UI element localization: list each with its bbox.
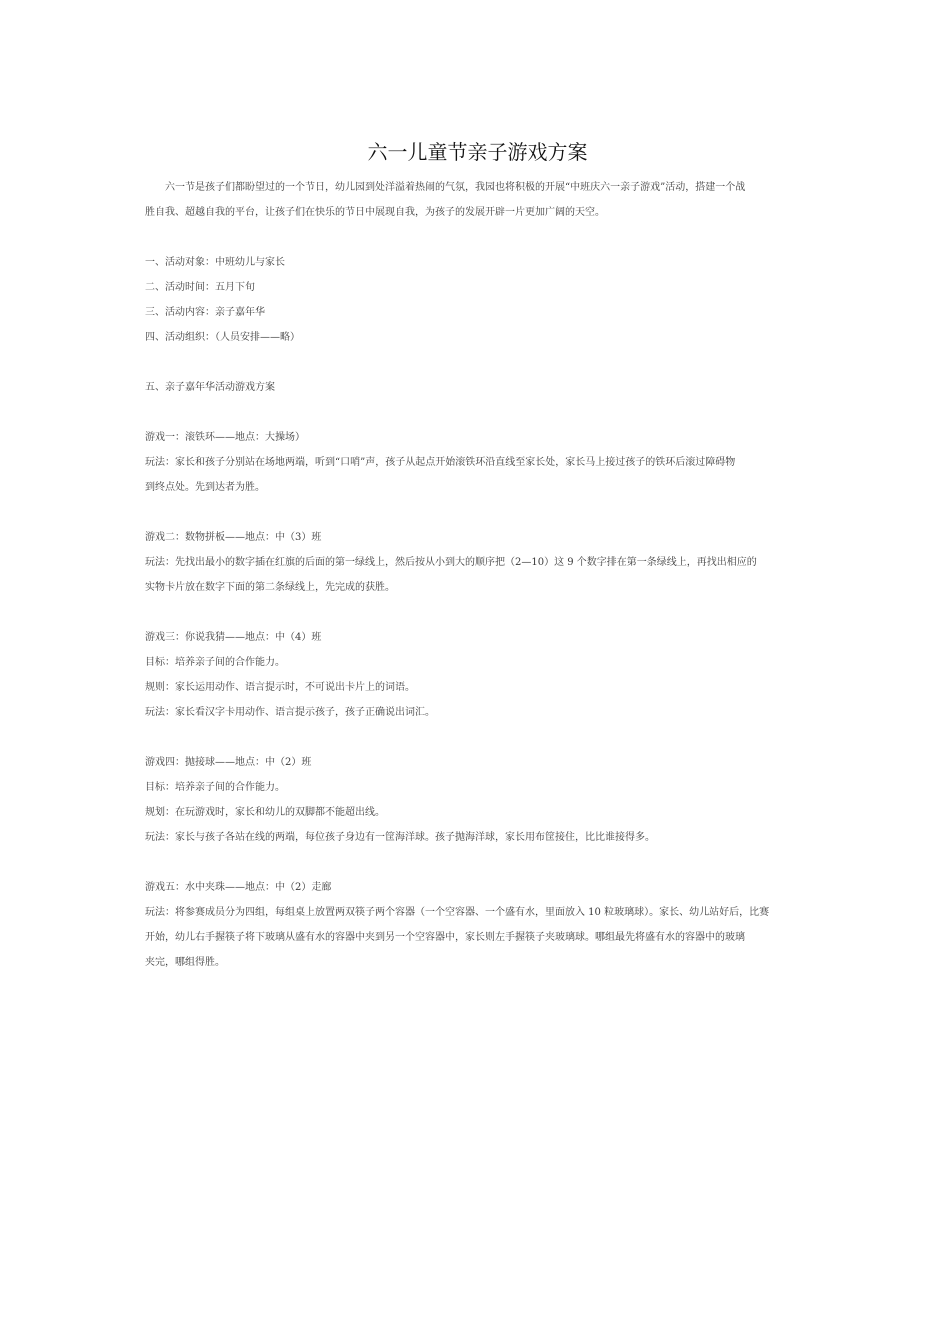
game-line: 到终点处。先到达者为胜。 — [145, 482, 265, 493]
activity-item: 一、活动对象：中班幼儿与家长 — [145, 257, 285, 268]
activity-item: 三、活动内容：亲子嘉年华 — [145, 307, 265, 318]
game-line: 玩法：家长和孩子分别站在场地两端，听到“口哨”声，孩子从起点开始滚铁环沿直线至家长处，家长马上接过孩子的铁环后滚过障碍物 — [145, 457, 736, 468]
game-line: 目标：培养亲子间的合作能力。 — [145, 657, 285, 668]
game-line: 夹完，哪组得胜。 — [145, 957, 225, 968]
game-heading: 游戏一：滚铁环——地点：大操场） — [145, 432, 305, 443]
intro-line: 胜自我、超越自我的平台，让孩子们在快乐的节日中展现自我，为孩子的发展开辟一片更加广阔的天空。 — [145, 207, 605, 218]
section-heading: 五、亲子嘉年华活动游戏方案 — [145, 382, 275, 393]
intro-line: 六一节是孩子们都盼望过的一个节日，幼儿园到处洋溢着热闹的气氛，我园也将积极的开展“中班庆六一亲子游戏”活动，搭建一个战 — [165, 182, 746, 193]
game-line: 玩法：将参赛成员分为四组，每组桌上放置两双筷子两个容器（一个空容器、一个盛有水，里面放入 10 粒玻璃球）。家长、幼儿站好后，比赛 — [145, 907, 770, 918]
game-line: 开始，幼儿右手握筷子将下玻璃从盛有水的容器中夹到另一个空容器中，家长则左手握筷子夹玻璃球。哪组最先将盛有水的容器中的玻璃 — [145, 932, 745, 943]
game-line: 玩法：家长看汉字卡用动作、语言提示孩子，孩子正确说出词汇。 — [145, 707, 435, 718]
game-heading: 游戏二：数物拼板——地点：中（3）班 — [145, 532, 322, 543]
game-line: 规则：家长运用动作、语言提示时，不可说出卡片上的词语。 — [145, 682, 415, 693]
activity-item: 四、活动组织：（人员安排——略） — [145, 332, 300, 343]
document-body — [145, 175, 810, 975]
game-line: 玩法：家长与孩子各站在线的两端，每位孩子身边有一筐海洋球。孩子抛海洋球，家长用布筐接住，比比谁接得多。 — [145, 832, 655, 843]
game-heading: 游戏三：你说我猜——地点：中（4）班 — [145, 632, 322, 643]
game-line: 玩法：先找出最小的数字插在红旗的后面的第一绿线上，然后按从小到大的顺序把（2—10）这 9 个数字排在第一条绿线上，再找出相应的 — [145, 557, 757, 568]
game-heading: 游戏四：抛接球——地点：中（2）班 — [145, 757, 312, 768]
activity-item: 二、活动时间：五月下旬 — [145, 282, 255, 293]
document-title: 六一儿童节亲子游戏方案 — [367, 140, 588, 164]
game-line: 规划：在玩游戏时，家长和幼儿的双脚都不能超出线。 — [145, 807, 385, 818]
game-line: 实物卡片放在数字下面的第二条绿线上，先完成的获胜。 — [145, 582, 395, 593]
game-heading: 游戏五：水中夹珠——地点：中（2）走廊 — [145, 882, 332, 893]
game-line: 目标：培养亲子间的合作能力。 — [145, 782, 285, 793]
